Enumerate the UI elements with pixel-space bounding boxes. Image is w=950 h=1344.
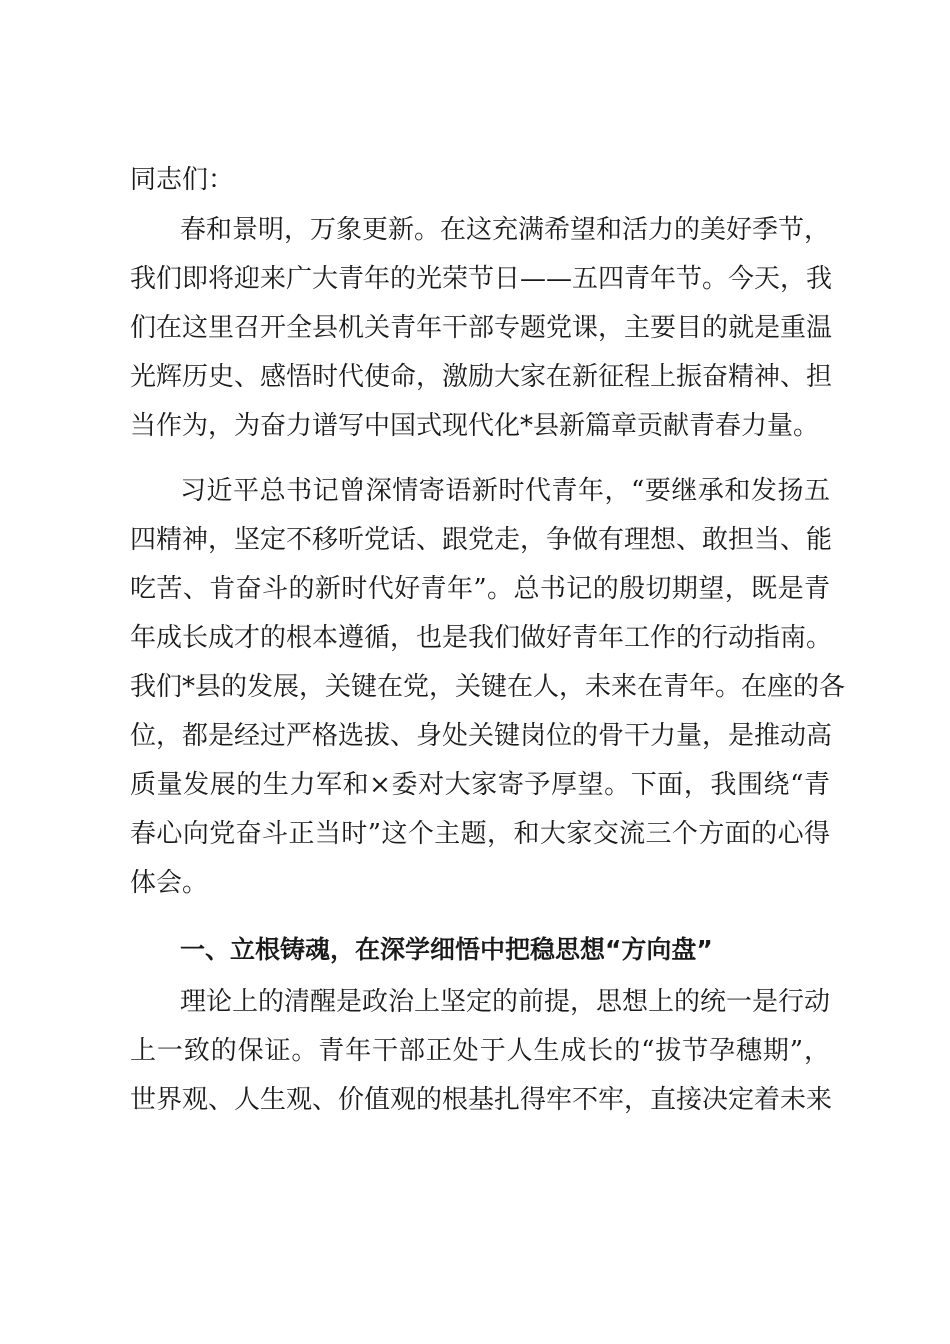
paragraph2-line4: 年成长成才的根本遵循，也是我们做好青年工作的行动指南。	[130, 623, 833, 653]
paragraph2-line6: 位，都是经过严格选拔、身处关键岗位的骨干力量，是推动高	[130, 721, 833, 751]
section-heading-1: 一、立根铸魂，在深学细悟中把稳思想“方向盘”	[180, 935, 713, 964]
paragraph2-line8: 春心向党奋斗正当时”这个主题，和大家交流三个方面的心得	[130, 819, 830, 849]
paragraph2-line1: 习近平总书记曾深情寄语新时代青年，“要继承和发扬五	[180, 476, 830, 506]
paragraph3-line2: 上一致的保证。青年干部正处于人生成长的“拔节孕穗期”，	[130, 1036, 830, 1066]
paragraph3-line1: 理论上的清醒是政治上坚定的前提，思想上的统一是行动	[180, 987, 831, 1017]
paragraph2-line7: 质量发展的生力军和×委对大家寄予厚望。下面，我围绕“青	[130, 770, 830, 800]
paragraph2-line2: 四精神，坚定不移听党话、跟党走，争做有理想、敢担当、能	[130, 525, 833, 555]
paragraph1-line1: 春和景明，万象更新。在这充满希望和活力的美好季节，	[180, 215, 831, 245]
paragraph2-line5: 我们*县的发展，关键在党，关键在人，未来在青年。在座的各	[130, 672, 846, 702]
salutation: 同志们：	[130, 165, 235, 195]
paragraph2-line3: 吃苦、肯奋斗的新时代好青年”。总书记的殷切期望，既是青	[130, 574, 830, 604]
paragraph2-line9: 体会。	[130, 868, 209, 898]
paragraph3-line3: 世界观、人生观、价值观的根基扎得牢不牢，直接决定着未来	[130, 1085, 833, 1115]
paragraph1-line4: 光辉历史、感悟时代使命，激励大家在新征程上振奋精神、担	[130, 362, 833, 392]
paragraph1-line5: 当作为，为奋力谱写中国式现代化*县新篇章贡献青春力量。	[130, 411, 820, 441]
paragraph1-line3: 们在这里召开全县机关青年干部专题党课，主要目的就是重温	[130, 313, 833, 343]
paragraph1-line2: 我们即将迎来广大青年的光荣节日——五四青年节。今天，我	[130, 264, 833, 294]
